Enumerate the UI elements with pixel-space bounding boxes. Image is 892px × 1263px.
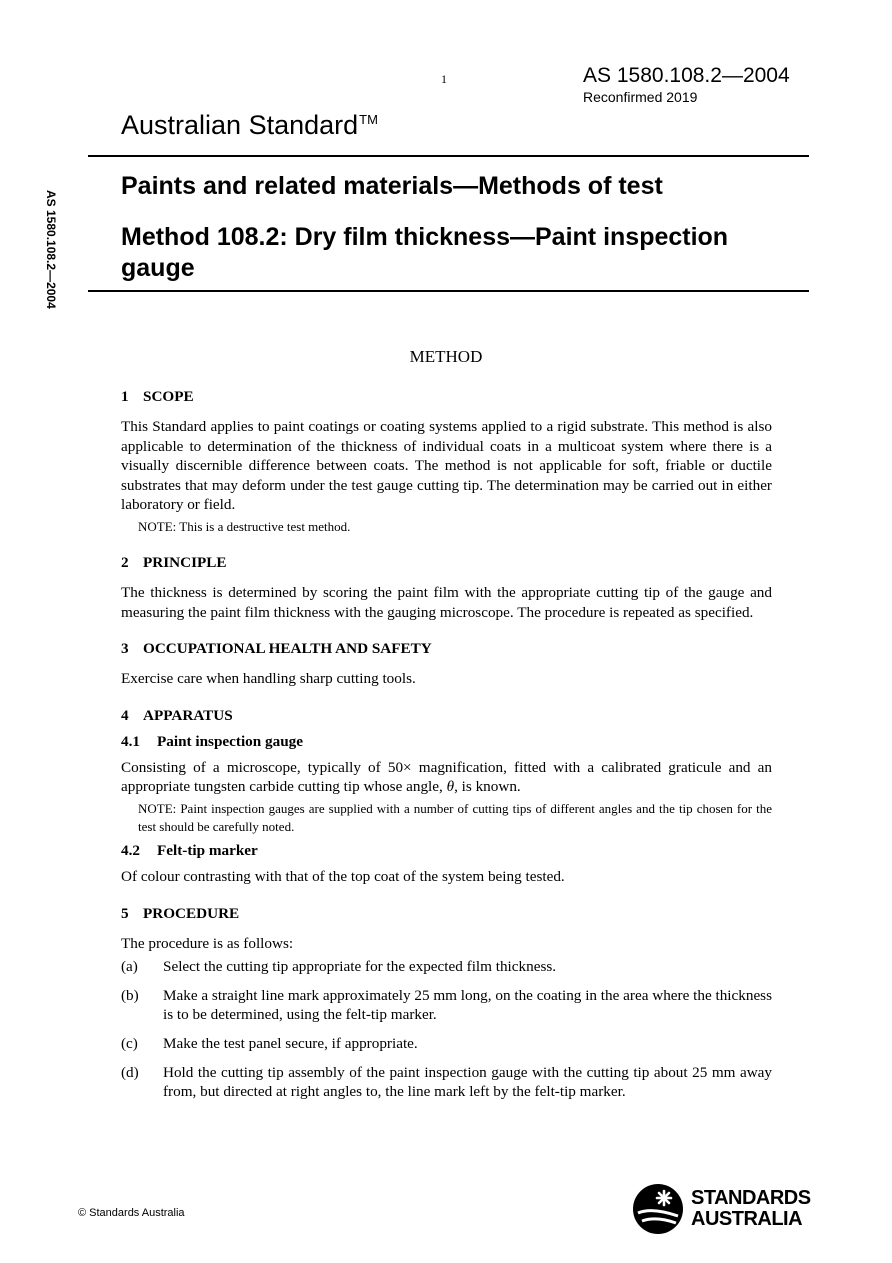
section-title: APPARATUS <box>143 706 233 724</box>
step-text: Make a straight line mark approximately 25 mm long, on the coating in the area where the thickness is to be determined, using the felt-tip marker. <box>163 986 773 1024</box>
section-number: 2 <box>121 553 129 571</box>
step-label: (a) <box>121 958 138 976</box>
page-number: 1 <box>441 72 447 86</box>
bottom-divider <box>88 290 809 292</box>
step-label: (c) <box>121 1034 138 1052</box>
step-text: Select the cutting tip appropriate for the expected film thickness. <box>163 958 557 976</box>
section-apparatus <box>121 706 772 887</box>
list-item <box>121 986 772 1025</box>
logo-wordmark <box>691 1188 811 1230</box>
logo-line-2: AUSTRALIA <box>691 1208 803 1230</box>
list-item <box>121 1034 772 1054</box>
section-number: 5 <box>121 904 129 922</box>
body-text: Consisting of a microscope, typically of 50× magnification, fitted with a calibrated graticule and an appropriate tungsten carbide cutting tip whose angle, <box>121 758 772 796</box>
step-label: (b) <box>121 986 139 1004</box>
spine-document-id: AS 1580.108.2—2004 <box>44 190 58 309</box>
section-scope <box>121 387 772 536</box>
method-heading: METHOD <box>409 347 483 366</box>
subsection-number: 4.2 <box>121 841 140 859</box>
trademark-mark: TM <box>359 112 378 127</box>
theta-symbol: θ <box>446 778 455 796</box>
list-item <box>121 957 772 977</box>
section-procedure <box>121 904 772 1102</box>
subsection-body <box>121 758 772 797</box>
copyright-notice: © Standards Australia <box>78 1207 185 1219</box>
method-title: Method 108.2: Dry film thickness—Paint inspection gauge <box>121 223 729 282</box>
section-number: 4 <box>121 706 129 724</box>
brand-title <box>121 110 378 141</box>
document-body <box>121 387 772 1111</box>
section-number: 3 <box>121 640 129 658</box>
top-divider <box>88 155 809 157</box>
step-text: Hold the cutting tip assembly of the paint inspection gauge with the cutting tip about 25 mm away from, but directed at right angles to, the line mark left by the felt-tip marker. <box>163 1063 772 1101</box>
procedure-intro: The procedure is as follows: <box>121 934 294 952</box>
section-heading <box>121 387 772 407</box>
list-item <box>121 1063 772 1102</box>
body-text: , is known. <box>454 778 521 796</box>
brand-name: Australian Standard <box>121 110 359 140</box>
subsection-title: Paint inspection gauge <box>157 732 303 750</box>
standards-australia-logo <box>632 1183 811 1235</box>
section-heading <box>121 553 772 573</box>
standards-australia-emblem-icon <box>632 1183 684 1235</box>
section-title: PRINCIPLE <box>143 553 227 571</box>
section-heading <box>121 639 772 659</box>
step-text: Make the test panel secure, if appropriate. <box>163 1034 418 1052</box>
section-heading <box>121 904 772 924</box>
section-number: 1 <box>121 388 129 405</box>
document-id: AS 1580.108.2—2004 <box>583 64 790 87</box>
section-body: This Standard applies to paint coatings or coating systems applied to a rigid substrate. This method is also applicable to determination of the thickness of individual coats in a multicoat system where there is a visually discernible difference between coats. The method is not applicable for soft, friable or ductile substrates that may deform under the test gauge cutting tip. The determination may be carried out in either laboratory or field. <box>121 418 772 514</box>
subsection-title: Felt-tip marker <box>157 841 258 859</box>
section-title: SCOPE <box>143 388 194 405</box>
section-body: The thickness is determined by scoring the paint film with the appropriate cutting tip of the gauge and measuring the paint film thickness with the gauging microscope. The procedure is repeated as specified. <box>121 583 772 621</box>
step-label: (d) <box>121 1063 139 1081</box>
section-principle <box>121 553 772 622</box>
logo-line-1: STANDARDS <box>691 1187 811 1209</box>
reconfirmed-date: Reconfirmed 2019 <box>583 89 698 105</box>
note: NOTE: This is a destructive test method. <box>138 518 351 534</box>
section-title: PROCEDURE <box>143 904 240 922</box>
subsection-heading-gauge <box>121 732 772 752</box>
subsection-heading-marker <box>121 841 772 861</box>
section-heading <box>121 706 772 726</box>
subsection-number: 4.1 <box>121 732 140 750</box>
section-body: Exercise care when handling sharp cutting tools. <box>121 670 416 688</box>
procedure-steps <box>121 957 772 1102</box>
main-title: Paints and related materials—Methods of test <box>121 172 663 200</box>
subsection-body: Of colour contrasting with that of the top coat of the system being tested. <box>121 867 565 885</box>
section-ohs <box>121 639 772 689</box>
section-title: OCCUPATIONAL HEALTH AND SAFETY <box>143 640 432 658</box>
note: NOTE: Paint inspection gauges are supplied with a number of cutting tips of different angles and the tip chosen for the test should be carefully noted. <box>138 800 772 834</box>
